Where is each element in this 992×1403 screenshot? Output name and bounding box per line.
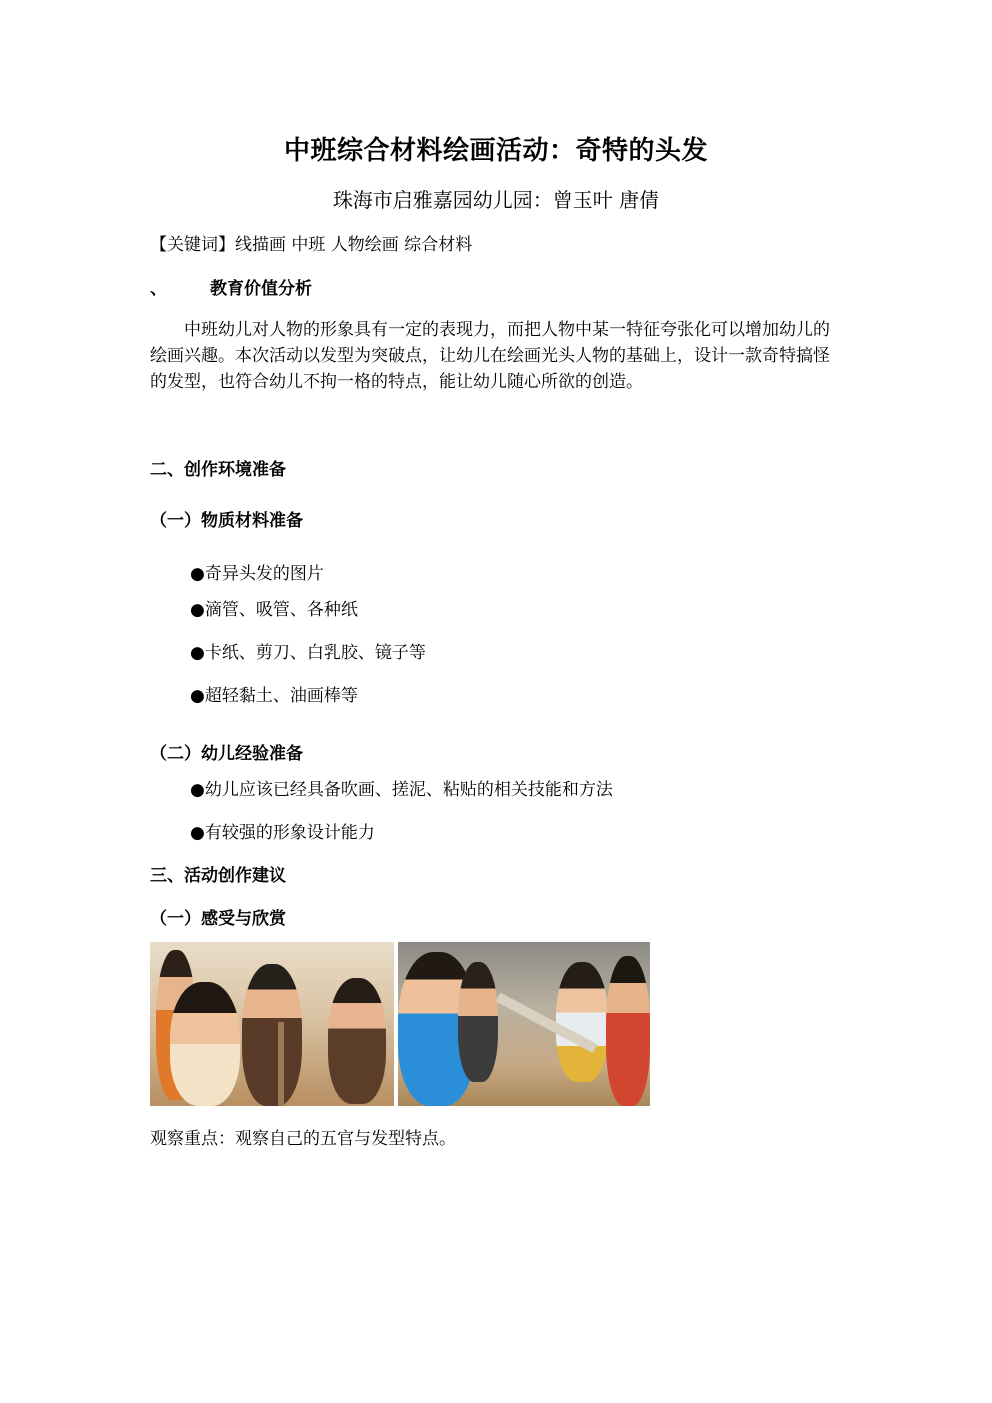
section-2-sub2-title: （二）幼儿经验准备 bbox=[150, 744, 303, 764]
section-1-paragraph bbox=[150, 317, 840, 395]
material-item: ●超轻黏土、油画棒等 bbox=[190, 686, 358, 706]
keywords-line: 【关键词】线描画 中班 人物绘画 综合材料 bbox=[150, 235, 473, 255]
material-item: ●奇异头发的图片 bbox=[190, 564, 324, 584]
barre-post bbox=[278, 1022, 284, 1106]
section-3-title: 三、活动创作建议 bbox=[150, 866, 286, 886]
document-title: 中班综合材料绘画活动：奇特的头发 bbox=[283, 136, 708, 166]
section-3-sub1-title: （一）感受与欣赏 bbox=[150, 909, 286, 929]
photo-children-mirror-left bbox=[150, 942, 394, 1106]
photo-strip bbox=[150, 942, 650, 1106]
document-subtitle: 珠海市启雅嘉园幼儿园：曾玉叶 唐倩 bbox=[332, 188, 660, 212]
experience-item: ●有较强的形象设计能力 bbox=[190, 823, 375, 843]
child-figure bbox=[458, 962, 498, 1082]
child-figure bbox=[170, 982, 240, 1106]
section-2-title: 二、创作环境准备 bbox=[150, 460, 286, 480]
photo-children-mirror-right bbox=[398, 942, 650, 1106]
material-item: ●卡纸、剪刀、白乳胶、镜子等 bbox=[190, 643, 426, 663]
child-figure bbox=[556, 962, 608, 1082]
material-item: ●滴管、吸管、各种纸 bbox=[190, 600, 358, 620]
observation-caption: 观察重点：观察自己的五官与发型特点。 bbox=[150, 1129, 456, 1149]
child-figure bbox=[328, 978, 386, 1104]
section-2-sub1-title: （一）物质材料准备 bbox=[150, 511, 303, 531]
child-figure bbox=[242, 964, 302, 1106]
child-figure bbox=[606, 956, 650, 1106]
section-1-number: 、 bbox=[150, 279, 167, 299]
paragraph-text: 中班幼儿对人物的形象具有一定的表现力，而把人物中某一特征夸张化可以增加幼儿的绘画兴趣。本次活动以发型为突破点，让幼儿在绘画光头人物的基础上，设计一款奇特搞怪的发型，也符合幼儿不拘一格的特点，能让幼儿随心所欲的创造。 bbox=[150, 320, 830, 392]
experience-item: ●幼儿应该已经具备吹画、搓泥、粘贴的相关技能和方法 bbox=[190, 780, 613, 800]
section-1-title: 教育价值分析 bbox=[210, 279, 312, 299]
